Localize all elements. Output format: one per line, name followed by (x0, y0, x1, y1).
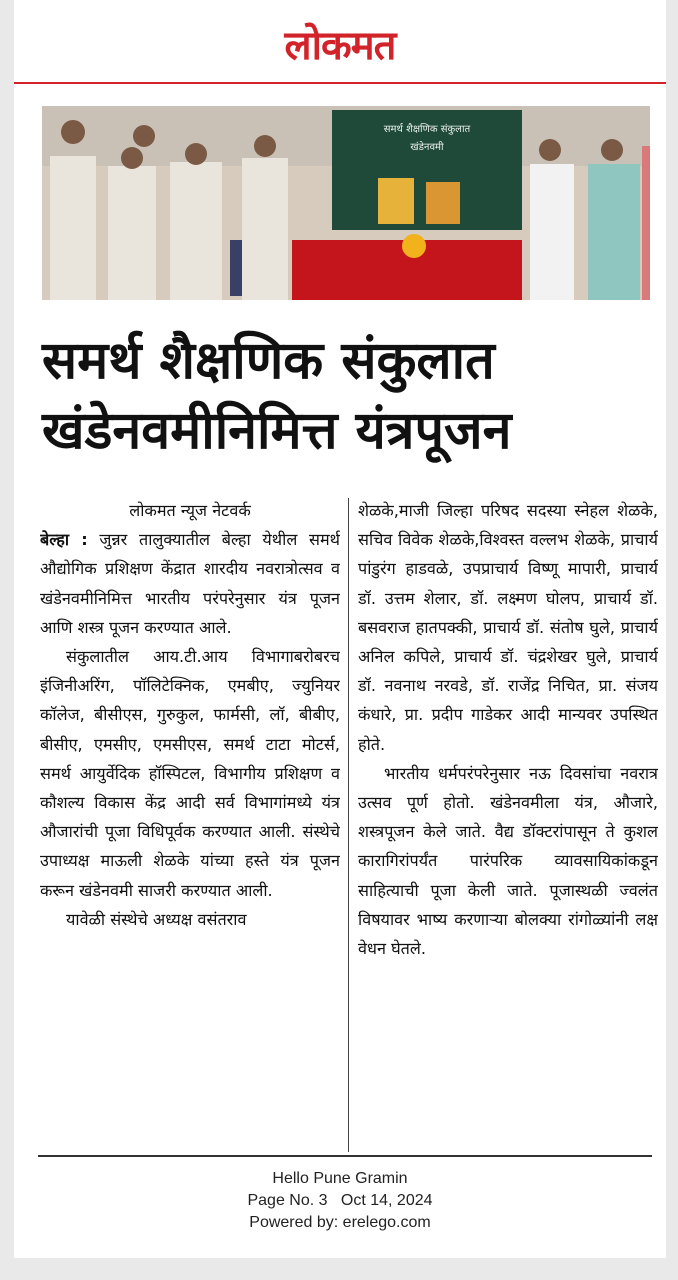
byline: लोकमत न्यूज नेटवर्क (129, 501, 251, 520)
article-column-left (40, 496, 340, 1156)
footer-date: Oct 14, 2024 (340, 1192, 433, 1209)
footer-page-number: Page No. 3 (247, 1192, 328, 1209)
event-photo (42, 106, 650, 300)
paragraph-3-continued: शेळके,माजी जिल्हा परिषद सदस्या स्नेहल शेळके, सचिव विवेक शेळके,विश्वस्त वल्लभ शेळके, प्राचार्य पांडुरंग हाडवळे, उपप्राचार्य विष्णू मापारी, प्राचार्य डॉ. उत्तम शेलार, डॉ. लक्ष्मण घोलप, प्राचार्य डॉ. बसवराज हातपक्की, प्राचार्य डॉ. संतोष घुले, प्राचार्य अनिल कपिले, प्राचार्य डॉ. चंद्रशेखर घुले, प्राचार्य डॉ. नवनाथ नरवडे, डॉ. राजेंद्र निचित, प्रा. संजय कंधारे, प्रा. प्रदीप गाडेकर आदी मान्यवर उपस्थित होते. (358, 501, 658, 754)
page-footer (14, 1168, 666, 1234)
footer-powered-by: Powered by: erelego.com (249, 1214, 431, 1231)
masthead-rule (14, 82, 666, 84)
blackboard-text-2: खंडेनवमी (410, 142, 444, 153)
lokmat-logo: लोकमत (284, 23, 396, 69)
paragraph-1: जुन्नर तालुक्यातील बेल्हा येथील समर्थ औद्योगिक प्रशिक्षण केंद्रात शारदीय नवरात्रोत्सव व खंडेनवमीनिमित्त भारतीय परंपरेनुसार यंत्र पूजन आणि शस्त्र पूजन करण्यात आले. (40, 530, 340, 637)
article-body (40, 496, 658, 1156)
footer-page-date (14, 1190, 666, 1212)
paragraph-4: भारतीय धर्मपरंपरेनुसार नऊ दिवसांचा नवरात्र उत्सव पूर्ण होतो. खंडेनवमीला यंत्र, औजारे, शस्त्रपूजन केले जाते. वैद्य डॉक्टरांपासून ते कुशल कारागिरांपर्यंत पारंपरिक व्यावसायिकांकडून साहित्याची पूजा केली जाते. पूजास्थळी ज्वलंत विषयावर भाष्य करणाऱ्या बोलक्या रांगोळ्यांनी लक्ष वेधन घेतले. (358, 763, 658, 959)
event-photo-illustration (42, 106, 650, 300)
headline-line-2: खंडेनवमीनिमित्त यंत्रपूजन (42, 401, 512, 461)
headline-line-1: समर्थ शैक्षणिक संकुलात (42, 331, 495, 391)
masthead (14, 10, 666, 74)
newspaper-page (14, 0, 666, 1258)
article-column-right (358, 496, 658, 1156)
paragraph-3-start: यावेळी संस्थेचे अध्यक्ष वसंतराव (66, 909, 247, 929)
blackboard-text-1: समर्थ शैक्षणिक संकुलात (383, 124, 471, 135)
footer-edition: Hello Pune Gramin (272, 1170, 408, 1187)
dateline: बेल्हा : (40, 530, 88, 550)
paragraph-2: संकुलातील आय.टी.आय विभागाबरोबरच इंजिनीअरिंग, पॉलिटेक्निक, एमबीए, ज्युनियर कॉलेज, बीसीएस, गुरुकुल, फार्मसी, लॉ, बीबीए, बीसीए, एमसीए, एमसीएस, समर्थ टाटा मोटर्स, समर्थ आयुर्वेदिक हॉस्पिटल, विभागीय प्रशिक्षण व कौशल्य विकास केंद्र आदी सर्व विभागांमध्ये यंत्र औजारांची पूजा विधिपूर्वक करण्यात आली. संस्थेचे उपाध्यक्ष माऊली शेळके यांच्या हस्ते यंत्र पूजन करून खंडेनवमी साजरी करण्यात आली. (40, 647, 340, 900)
column-divider (348, 498, 349, 1152)
headline (42, 326, 650, 466)
footer-rule (38, 1155, 652, 1157)
